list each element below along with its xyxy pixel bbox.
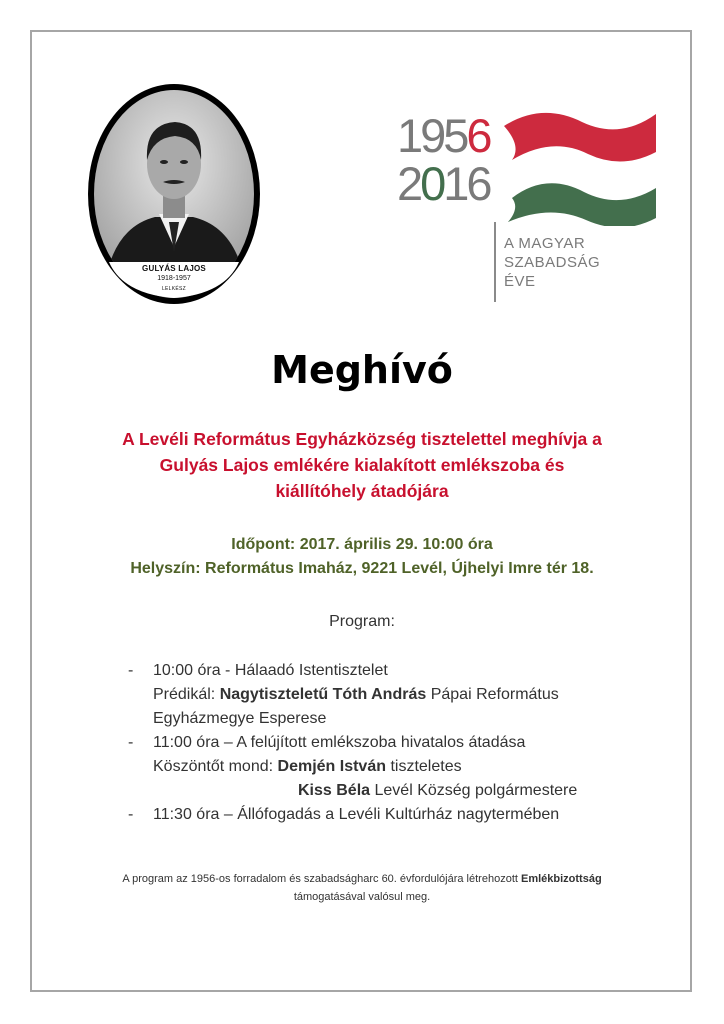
program-item-2-mayor-suffix: Levél Község polgármestere	[370, 782, 578, 799]
footnote-prefix: A program az 1956-os forradalom és szabadságharc 60. évfordulójára létrehozott	[122, 873, 521, 885]
footnote-committee: Emlékbizottság	[520, 873, 602, 885]
logo-year-2016	[397, 157, 492, 210]
invitation-line1: A Levéli Református Egyházközség tisztelettel meghívja a	[122, 429, 602, 449]
logo-year-2016-prefix: 2	[397, 157, 421, 210]
footnote-line1	[40, 870, 684, 888]
program-item-2-greeting	[153, 758, 462, 776]
invitation-text	[60, 426, 664, 504]
portrait-name-label: GULYÁS LAJOS	[142, 264, 206, 273]
program-bullet-3: -	[128, 806, 134, 823]
program-bullet-1: -	[128, 662, 134, 679]
program-item-2-mayor-name: Kiss Béla	[298, 782, 371, 799]
logo-year-1956	[397, 109, 492, 162]
portrait-years-label: 1918-1957	[157, 275, 191, 282]
program-item-2-main: 11:00 óra – A felújított emlékszoba hivatalos átadása	[153, 734, 526, 751]
logo-caption-line2: SZABADSÁG	[504, 254, 601, 271]
program-item-1-preacher	[153, 686, 559, 704]
program-item-1-preacher-prefix: Prédikál:	[153, 686, 220, 703]
logo-year-2016-accent: 0	[420, 157, 444, 210]
logo-divider	[494, 222, 496, 302]
footnote	[40, 870, 684, 906]
logo-caption-line1: A MAGYAR	[504, 235, 586, 252]
program-item-3-main: 11:30 óra – Állófogadás a Levéli Kultúrház nagytermében	[153, 806, 560, 823]
logo-year-1956-accent: 6	[466, 109, 490, 162]
program-item-2-greeting-name: Demjén István	[277, 758, 386, 775]
invitation-line2: Gulyás Lajos emlékére kialakított emlékszoba és	[159, 455, 565, 475]
program-item-2-mayor	[298, 782, 577, 800]
invitation-line3: kiállítóhely átadójára	[275, 481, 449, 501]
portrait-role-label: LELKÉSZ	[161, 286, 187, 292]
program-item-1-preacher-line2: Egyházmegye Esperese	[153, 710, 327, 727]
logo-caption-line3: ÉVE	[504, 273, 536, 290]
logo-year-2016-suffix: 16	[443, 157, 490, 210]
footnote-line2: támogatásával valósul meg.	[293, 891, 431, 903]
logo-years	[397, 109, 492, 210]
program-item-1-preacher-name: Nagytiszteletű Tóth András	[219, 686, 427, 703]
program-item-1-main: 10:00 óra - Hálaadó Istentisztelet	[153, 662, 388, 679]
logo-caption	[504, 234, 600, 291]
event-place: Helyszín: Református Imaház, 9221 Levél, Újhelyi Imre tér 18.	[130, 560, 594, 577]
page-title: Meghívó	[271, 348, 453, 392]
program-bullet-2: -	[128, 734, 134, 751]
program-item-2-greeting-suffix: tiszteletes	[386, 758, 462, 775]
event-time: Időpont: 2017. április 29. 10:00 óra	[231, 536, 493, 553]
hungarian-flag-logo	[502, 108, 658, 226]
logo-year-1956-prefix: 195	[397, 109, 467, 162]
portrait-photo	[85, 82, 263, 306]
program-item-2-greeting-prefix: Köszöntőt mond:	[153, 758, 278, 775]
program-item-1-preacher-suffix: Pápai Református	[426, 686, 559, 703]
program-label: Program:	[329, 613, 395, 630]
